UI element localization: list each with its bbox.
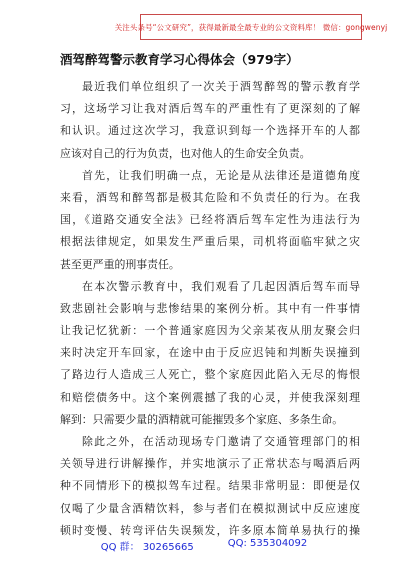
qq-group-link[interactable]: QQ 群： 30265665 [100, 542, 194, 553]
text-line: 仅喝了少量含酒精饮料，参与者们在模拟测试中反应速度 [60, 501, 360, 515]
text-line: 了路边行人造成三人死亡，整个家庭因此陷入无尽的悔恨 [60, 368, 360, 382]
header-banner: 关注头条号“公文研究”，获得最新最全最专业的公文资料库！ 微信：gongwenyj [140, 14, 362, 40]
paragraph [60, 76, 360, 165]
paragraph [60, 431, 360, 542]
text-line: 让我记忆犹新：一个普通家庭因为父亲某夜从朋友聚会归 [60, 324, 360, 338]
text-line: 在本次警示教育中，我们观看了几起因酒后驾车而导 [82, 279, 360, 293]
text-line: 根据法律规定，如果发生严重后果，司机将面临牢狱之灾 [60, 235, 360, 249]
text-line: 解到：只需要少量的酒精就可能摧毁多个家庭、多条生命。 [60, 412, 344, 426]
document-title: 酒驾醉驾警示教育学习心得体会（979字） [60, 52, 299, 67]
paragraph [60, 276, 360, 431]
footer-contacts [0, 538, 408, 556]
text-line: 国，《道路交通安全法》已经将酒后驾车定性为违法行为 [60, 213, 360, 227]
text-line: 甚至更严重的刑事责任。 [60, 257, 180, 271]
text-line: 习，这场学习让我对酒后驾车的严重性有了更深刻的了解 [60, 102, 360, 116]
text-line: 首先，让我们明确一点，无论是从法律还是道德角度 [82, 168, 360, 182]
text-line: 和赔偿债务中。这个案例震撼了我的心灵，并使我深刻理 [60, 390, 360, 404]
document-body [60, 76, 360, 542]
text-line: 来时决定开车回家，在途中由于反应迟钝和判断失误撞到 [60, 346, 360, 360]
text-line: 关领导进行讲解操作，并实地演示了正常状态与喝酒后两 [60, 457, 360, 471]
text-line: 应该对自己的行为负责，也对他人的生命安全负责。 [60, 146, 311, 160]
text-line: 最近我们单位组织了一次关于酒驾醉驾的警示教育学 [82, 80, 360, 93]
text-line: 和认识。通过这次学习，我意识到每一个选择开车的人都 [60, 124, 360, 138]
text-line: 种不同情形下的模拟驾车过程。结果非常明显：即便是仅 [60, 479, 360, 493]
text-line: 来看，酒驾和醉驾都是极其危险和不负责任的行为。在我 [60, 190, 360, 204]
text-line: 顿时变慢、转弯评估失误频发，许多原本简单易执行的操 [60, 523, 360, 537]
text-line: 除此之外，在活动现场专门邀请了交通管理部门的相 [82, 435, 360, 448]
paragraph [60, 165, 360, 276]
text-line: 致悲剧社会影响与悲惨结果的案例分析。其中有一件事情 [60, 301, 360, 315]
qq-contact-link[interactable]: QQ: 535304092 [227, 538, 308, 549]
